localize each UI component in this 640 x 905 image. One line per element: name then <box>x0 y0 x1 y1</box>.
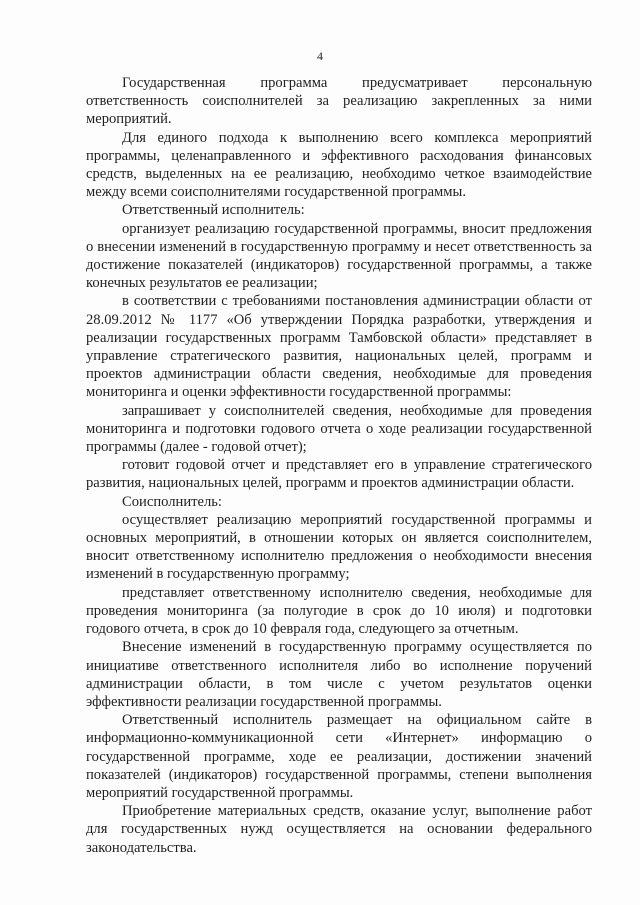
paragraph: Для единого подхода к выполнению всего комплекса мероприятий программы, целенаправленного и эффективного расходования финансовых средств, выделенных на ее реализацию, необходимо четкое взаимодействие между всеми соисполнителями государственной программы. <box>86 129 592 201</box>
paragraph: Внесение изменений в государственную программу осуществляется по инициативе ответственного исполнителя либо во исполнение поручений администрации области, в том числе с учетом результатов оценки эффективности реализации государственной программы. <box>86 639 592 710</box>
paragraph: в соответствии с требованиями постановления администрации области от 28.09.2012 № 1177 «Об утверждении Порядка разработки, утверждения и реализации государственных программ Тамбовской области» представляет в управление стратегического развития, национальных целей, программ и проектов администрации области сведения, необходимые для проведения мониторинга и оценки эффективности государственной программы: <box>86 293 592 401</box>
paragraph: представляет ответственному исполнителю сведения, необходимые для проведения мониторинга (за полугодие в срок до 10 июля) и подготовки годового отчета, в срок до 10 февраля года, следующего за отчетным. <box>86 584 592 638</box>
paragraph: запрашивает у соисполнителей сведения, необходимые для проведения мониторинга и подготовки годового отчета о ходе реализации государственной программы (далее - годовой отчет); <box>86 402 592 456</box>
paragraph: Ответственный исполнитель размещает на официальном сайте в информационно-коммуникационной сети «Интернет» информацию о государственной программе, ходе ее реализации, достижении значений показателей (индикаторов) государственной программы, степени выполнения мероприятий государственной программы. <box>86 712 592 801</box>
paragraph: готовит годовой отчет и представляет его в управление стратегического развития, национальных целей, программ и проектов администрации области. <box>86 457 592 492</box>
page-number: 4 <box>317 49 323 63</box>
document-body <box>86 74 592 857</box>
paragraph: Соисполнитель: <box>122 493 222 510</box>
paragraph: осуществляет реализацию мероприятий государственной программы и основных мероприятий, в отношении которых он является соисполнителем, вносит ответственному исполнителю предложения о необходимости внесения изменений в государственную программу; <box>86 511 592 583</box>
paragraph: Приобретение материальных средств, оказание услуг, выполнение работ для государственных нужд осуществляется на основании федерального законодательства. <box>86 803 592 856</box>
paragraph: Ответственный исполнитель: <box>122 202 305 219</box>
paragraph: организует реализацию государственной программы, вносит предложения о внесении изменений в государственную программу и несет ответственность за достижение показателей (индикаторов) государственной программы, а также конечных результатов ее реализации; <box>86 220 592 292</box>
paragraph: Государственная программа предусматривает персональную ответственность соисполнителей за реализацию закрепленных за ними мероприятий. <box>86 75 592 128</box>
